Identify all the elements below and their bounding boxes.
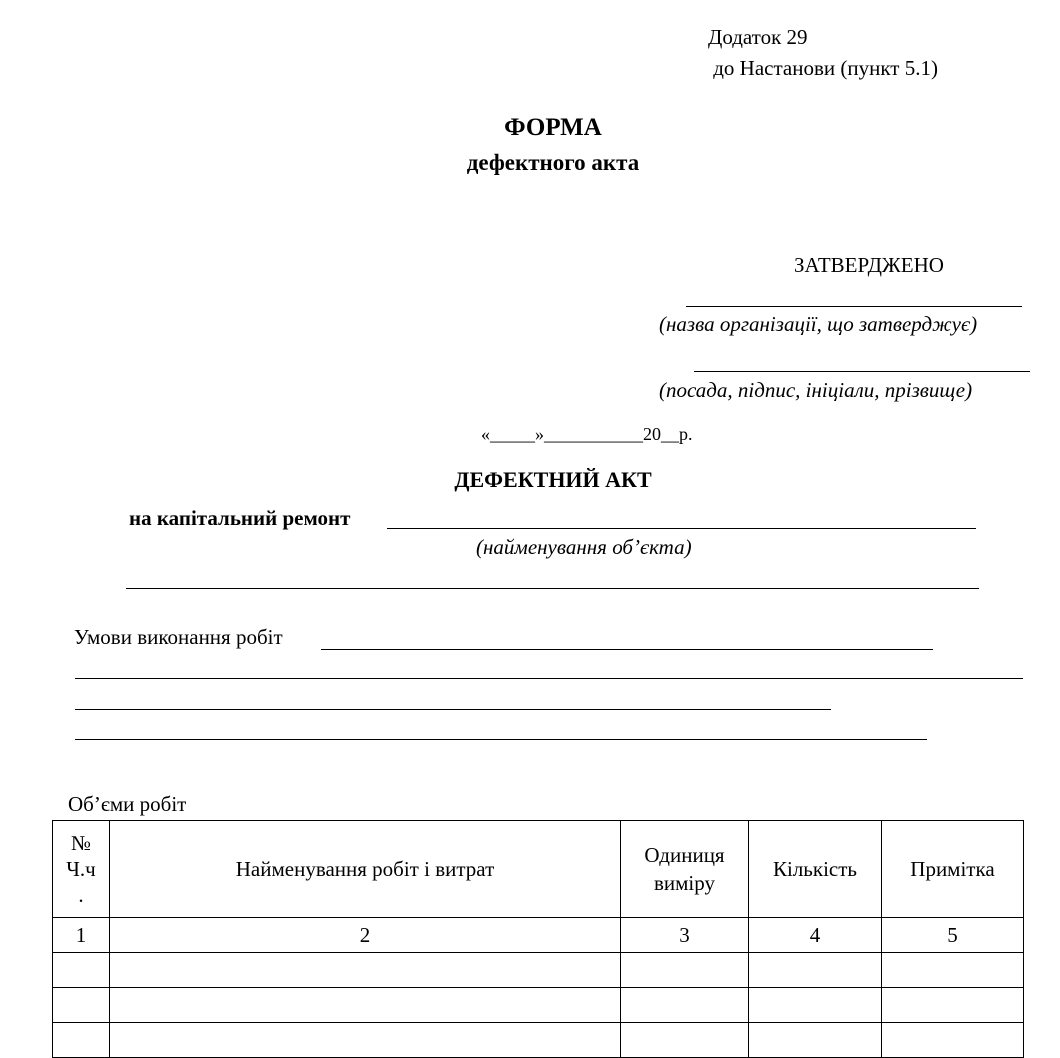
column-number-1: 1 <box>53 918 110 953</box>
appendix-reference: до Настанови (пункт 5.1) <box>708 56 938 80</box>
column-number-5: 5 <box>882 918 1024 953</box>
form-subtitle: дефектного акта <box>466 150 640 175</box>
header-number-sign: № <box>70 831 92 855</box>
table-cell <box>53 953 110 988</box>
table-cell <box>882 1023 1024 1058</box>
header-unit-line-1: Одиниця <box>644 843 725 867</box>
work-volumes-caption: Об’єми робіт <box>68 792 187 816</box>
appendix-number: Додаток 29 <box>708 25 808 49</box>
work-volumes-table <box>52 820 1024 1058</box>
form-title: ФОРМА <box>504 114 602 141</box>
table-cell <box>110 988 621 1023</box>
table-cell <box>882 953 1024 988</box>
header-unit <box>621 821 749 918</box>
header-number-dot: . <box>78 883 84 907</box>
object-name-caption: (найменування об’єкта) <box>476 535 692 559</box>
header-quantity: Кількість <box>749 821 882 918</box>
table-row <box>53 953 1024 988</box>
table-cell <box>621 988 749 1023</box>
table-header-row <box>53 821 1024 918</box>
table-cell <box>882 988 1024 1023</box>
repair-object-line <box>387 528 976 529</box>
work-conditions-line-4 <box>75 739 927 740</box>
signer-line <box>694 371 1030 372</box>
header-work-name: Найменування робіт і витрат <box>110 821 621 918</box>
approval-date: «_____»___________20__р. <box>481 424 693 444</box>
table-cell <box>749 988 882 1023</box>
header-item-number <box>53 821 110 918</box>
table-cell <box>621 1023 749 1058</box>
work-conditions-label: Умови виконання робіт <box>74 625 283 649</box>
work-conditions-line-2 <box>75 678 1023 679</box>
table-cell <box>621 953 749 988</box>
work-conditions-line-1 <box>321 649 933 650</box>
table-cell <box>749 953 882 988</box>
header-unit-line-2: виміру <box>653 871 715 895</box>
header-note: Примітка <box>882 821 1024 918</box>
approving-organization-caption: (назва організації, що затверджує) <box>659 312 978 336</box>
table-row <box>53 1023 1024 1058</box>
table-cell <box>110 953 621 988</box>
table-cell <box>110 1023 621 1058</box>
column-number-2: 2 <box>110 918 621 953</box>
approved-stamp-label: ЗАТВЕРДЖЕНО <box>794 253 944 277</box>
object-extra-line <box>126 588 979 589</box>
column-number-3: 3 <box>621 918 749 953</box>
table-cell <box>53 988 110 1023</box>
repair-label: на капітальний ремонт <box>129 506 351 530</box>
approving-organization-line <box>686 306 1022 307</box>
work-conditions-line-3 <box>75 709 831 710</box>
header-number-abbrev: Ч.ч <box>66 857 96 881</box>
act-title: ДЕФЕКТНИЙ АКТ <box>454 467 652 492</box>
table-row <box>53 988 1024 1023</box>
table-cell <box>53 1023 110 1058</box>
column-number-row <box>53 918 1024 953</box>
table-cell <box>749 1023 882 1058</box>
signer-caption: (посада, підпис, ініціали, прізвище) <box>659 378 973 402</box>
column-number-4: 4 <box>749 918 882 953</box>
